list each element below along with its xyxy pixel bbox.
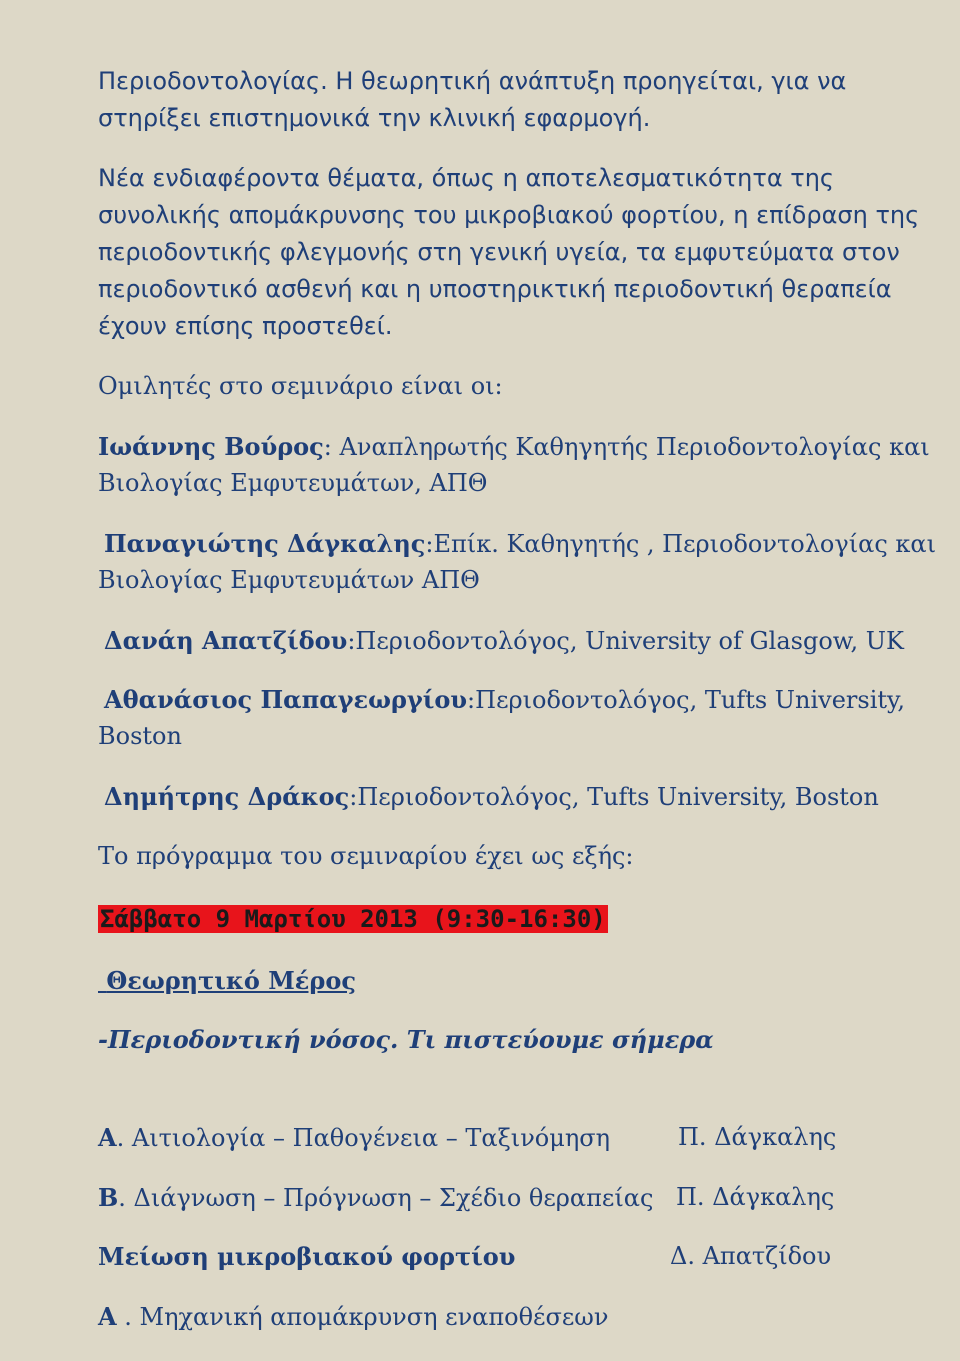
speaker-sep: : [323, 433, 332, 461]
intro-line-1: Περιοδοντολογίας. Η θεωρητική ανάπτυξη προηγείται, για να [98, 67, 847, 95]
speaker-role: Περιοδοντολόγος, University of Glasgow, UK [355, 627, 904, 655]
topics-line-3: περιοδοντικής φλεγμονής στη γενική υγεία, τα εμφυτεύματα στον [98, 238, 900, 266]
schedule-speaker: Π. Δάγκαλης [676, 1183, 835, 1211]
schedule-row [98, 1119, 610, 1157]
speaker-entry [104, 778, 879, 816]
speaker-entry [104, 622, 904, 660]
topics-line-4: περιοδοντικό ασθενή και η υποστηρικτική περιοδοντική θεραπεία [98, 275, 892, 303]
speaker-entry [104, 681, 905, 719]
schedule-letter: Α [98, 1123, 117, 1152]
speaker-sep: : [349, 783, 358, 811]
speaker-role-cont: Βιολογίας Εμφυτευμάτων, ΑΠΘ [98, 469, 488, 497]
section-title: -Περιοδοντική νόσος. Τι πιστεύουμε σήμερα [98, 1025, 714, 1054]
schedule-letter: Β [98, 1183, 119, 1212]
speaker-name: Ιωάννης Βούρος [98, 432, 324, 461]
topics-line-1: Νέα ενδιαφέροντα θέματα, όπως η αποτελεσματικότητα της [98, 164, 835, 192]
speaker-role: Αναπληρωτής Καθηγητής Περιοδοντολογίας και [331, 433, 930, 461]
speaker-sep: : [467, 686, 476, 714]
speaker-sep: : [347, 627, 356, 655]
speaker-role: Περιοδοντολόγος, Tufts University, [475, 686, 906, 714]
speaker-role: Επίκ. Καθηγητής , Περιοδοντολογίας και [433, 530, 937, 558]
schedule-speaker: Π. Δάγκαλης [678, 1123, 837, 1151]
speaker-role: Περιοδοντολόγος, Tufts University, Boston [357, 783, 879, 811]
speaker-role-cont: Βιολογίας Εμφυτευμάτων ΑΠΘ [98, 566, 480, 594]
speaker-role-cont: Boston [98, 722, 182, 750]
schedule-topic: . Αιτιολογία – Παθογένεια – Ταξινόμηση [116, 1124, 610, 1152]
date-banner [98, 902, 608, 936]
schedule-subsection: Μείωση μικροβιακού φορτίου [98, 1242, 516, 1271]
speaker-name: Παναγιώτης Δάγκαλης [104, 529, 426, 558]
schedule-topic: . Μηχανική απομάκρυνση εναποθέσεων [116, 1303, 609, 1331]
speaker-name: Αθανάσιος Παπαγεωργίου [104, 685, 468, 714]
speaker-sep: : [425, 530, 434, 558]
theory-heading-text: Θεωρητικό Μέρος [106, 966, 356, 995]
speaker-name: Δημήτρης Δράκος [104, 782, 350, 811]
speakers-heading: Ομιλητές στο σεμινάριο είναι οι: [98, 372, 503, 400]
schedule-speaker: Δ. Απατζίδου [670, 1242, 832, 1270]
topics-line-5: έχουν επίσης προστεθεί. [98, 312, 393, 340]
schedule-row [98, 1238, 515, 1276]
date-banner-text: Σάββατο 9 Μαρτίου 2013 (9:30-16:30) [100, 905, 606, 933]
program-heading: Το πρόγραμμα του σεμιναρίου έχει ως εξής: [98, 842, 634, 870]
topics-line-2: συνολικής απομάκρυνσης του μικροβιακού φορτίου, η επίδραση της [98, 201, 920, 229]
schedule-row [98, 1298, 608, 1336]
intro-line-2: στηρίξει επιστημονικά την κλινική εφαρμογή. [98, 104, 651, 132]
theory-heading [98, 962, 356, 999]
speaker-entry [104, 525, 936, 563]
speaker-name: Δανάη Απατζίδου [104, 626, 348, 655]
speaker-entry [98, 428, 930, 466]
schedule-row [98, 1179, 653, 1217]
schedule-letter: Α [98, 1302, 117, 1331]
schedule-topic: . Διάγνωση – Πρόγνωση – Σχέδιο θεραπείας [118, 1184, 654, 1212]
